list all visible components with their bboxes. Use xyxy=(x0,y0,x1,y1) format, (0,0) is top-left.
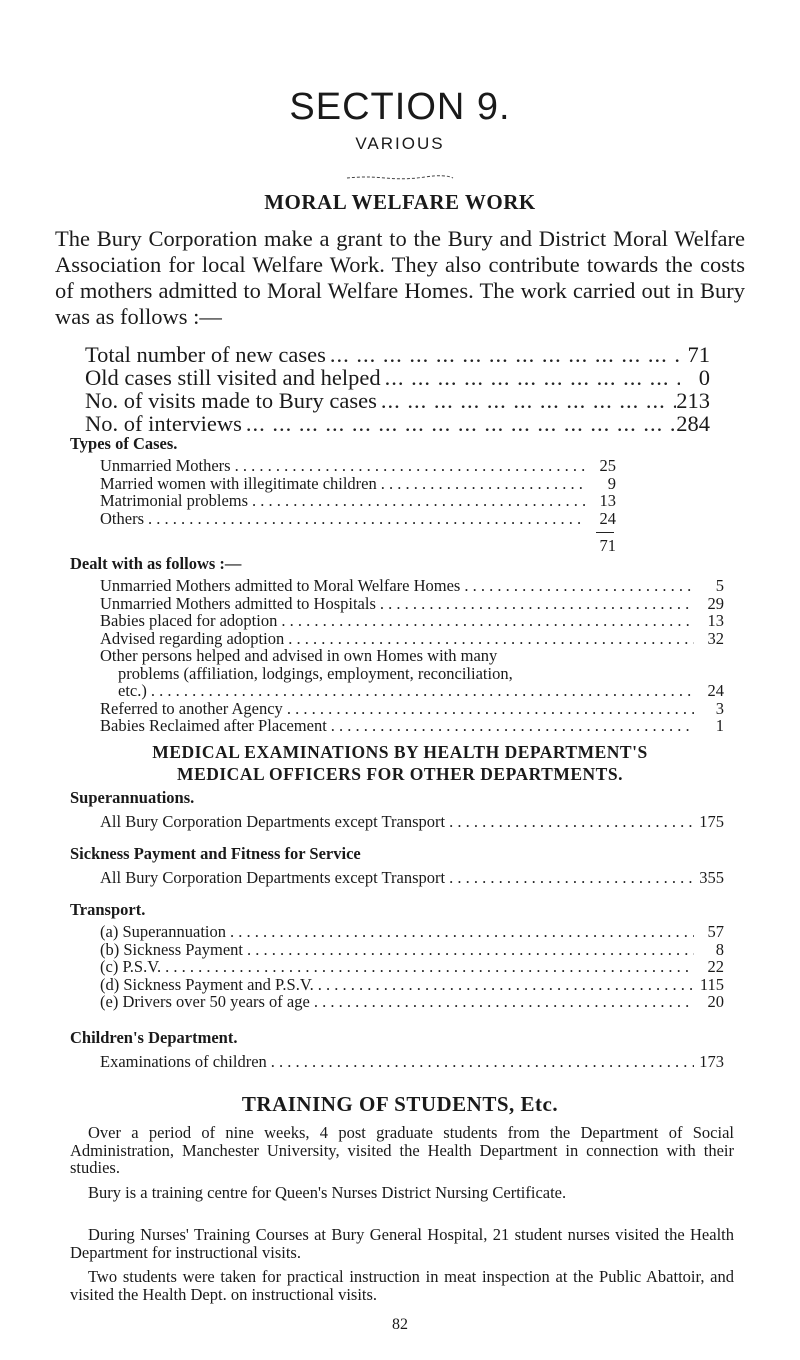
summary-row: Old cases still visited and helped ... . 0 xyxy=(85,365,710,388)
list-item: Matrimonial problems . . . 13 xyxy=(100,491,616,509)
types-of-cases-heading: Types of Cases. xyxy=(70,434,178,453)
list-item: Examinations of children . . . 173 xyxy=(100,1052,724,1070)
transport-list xyxy=(100,922,724,1010)
moral-welfare-heading: MORAL WELFARE WORK xyxy=(264,190,536,214)
section-subtitle: VARIOUS xyxy=(355,134,445,153)
training-paragraph: Two students were taken for practical instruction in meat inspection at the Public Abattoir, and visited the Health Dept. on instructional visits. xyxy=(70,1267,734,1304)
summary-row: No. of interviews ... . 284 xyxy=(85,411,710,434)
list-item: etc.) . . . 24 xyxy=(100,681,724,699)
training-paragraph: Bury is a training centre for Queen's Nurses District Nursing Certificate. xyxy=(88,1183,567,1202)
list-item: (a) Superannuation . . . 57 xyxy=(100,922,724,940)
list-item: Advised regarding adoption . . . 32 xyxy=(100,629,724,647)
section-title: SECTION 9. xyxy=(289,86,511,128)
list-item: problems (affiliation, lodgings, employment, reconciliation, xyxy=(118,663,513,683)
superannuations-list xyxy=(100,812,724,830)
summary-row: Total number of new cases ... . 71 xyxy=(85,342,710,365)
list-item: (c) P.S.V. . . . 22 xyxy=(100,957,724,975)
transport-heading: Transport. xyxy=(70,900,146,919)
medical-heading-line2: MEDICAL OFFICERS FOR OTHER DEPARTMENTS. xyxy=(177,764,623,784)
decorative-divider xyxy=(345,172,455,182)
training-heading: TRAINING OF STUDENTS, Etc. xyxy=(241,1092,559,1116)
childrens-list xyxy=(100,1052,724,1070)
list-item: Unmarried Mothers admitted to Hospitals . . . 29 xyxy=(100,594,724,612)
superannuations-heading: Superannuations. xyxy=(70,788,195,807)
list-item: Unmarried Mothers . . . 25 xyxy=(100,456,616,474)
list-item: Babies Reclaimed after Placement . . . 1 xyxy=(100,716,724,734)
list-item: Other persons helped and advised in own Homes with many xyxy=(100,646,498,665)
sickness-list xyxy=(100,868,724,886)
list-item: Unmarried Mothers admitted to Moral Welfare Homes . . . 5 xyxy=(100,576,724,594)
childrens-department-heading: Children's Department. xyxy=(70,1028,238,1047)
list-item: (d) Sickness Payment and P.S.V. . . . 115 xyxy=(100,975,724,993)
dealt-with-heading: Dealt with as follows :— xyxy=(70,554,242,573)
list-item: (e) Drivers over 50 years of age . . . 20 xyxy=(100,992,724,1010)
list-item: All Bury Corporation Departments except Transport . . . 355 xyxy=(100,868,724,886)
total-rule xyxy=(596,532,614,533)
list-item: Others . . . 24 xyxy=(100,509,616,527)
page-number: 82 xyxy=(392,1316,408,1333)
sickness-heading: Sickness Payment and Fitness for Service xyxy=(70,844,361,863)
types-total: 71 xyxy=(599,536,616,555)
dealt-list xyxy=(100,576,724,734)
types-list xyxy=(100,456,616,526)
summary-row: No. of visits made to Bury cases ... . 213 xyxy=(85,388,710,411)
list-item: Married women with illegitimate children . . . 9 xyxy=(100,474,616,492)
training-paragraph: Over a period of nine weeks, 4 post graduate students from the Department of Social Administration, Manchester University, visited the Health Department in connection with their studies. xyxy=(70,1123,734,1177)
training-paragraph: During Nurses' Training Courses at Bury General Hospital, 21 student nurses visited the Health Department for instructional visits. xyxy=(70,1225,734,1262)
medical-heading-line1: MEDICAL EXAMINATIONS BY HEALTH DEPARTMENT'S xyxy=(152,742,648,762)
list-item: (b) Sickness Payment . . . 8 xyxy=(100,940,724,958)
moral-welfare-intro: The Bury Corporation make a grant to the Bury and District Moral Welfare Association for local Welfare Work. They also contribute towards the costs of mothers admitted to Moral Welfare Homes. The work carried out in Bury was as follows :— xyxy=(55,226,745,329)
summary-list xyxy=(85,342,710,434)
list-item: Referred to another Agency . . . 3 xyxy=(100,699,724,717)
list-item: All Bury Corporation Departments except Transport . . . 175 xyxy=(100,812,724,830)
list-item: Babies placed for adoption . . . 13 xyxy=(100,611,724,629)
